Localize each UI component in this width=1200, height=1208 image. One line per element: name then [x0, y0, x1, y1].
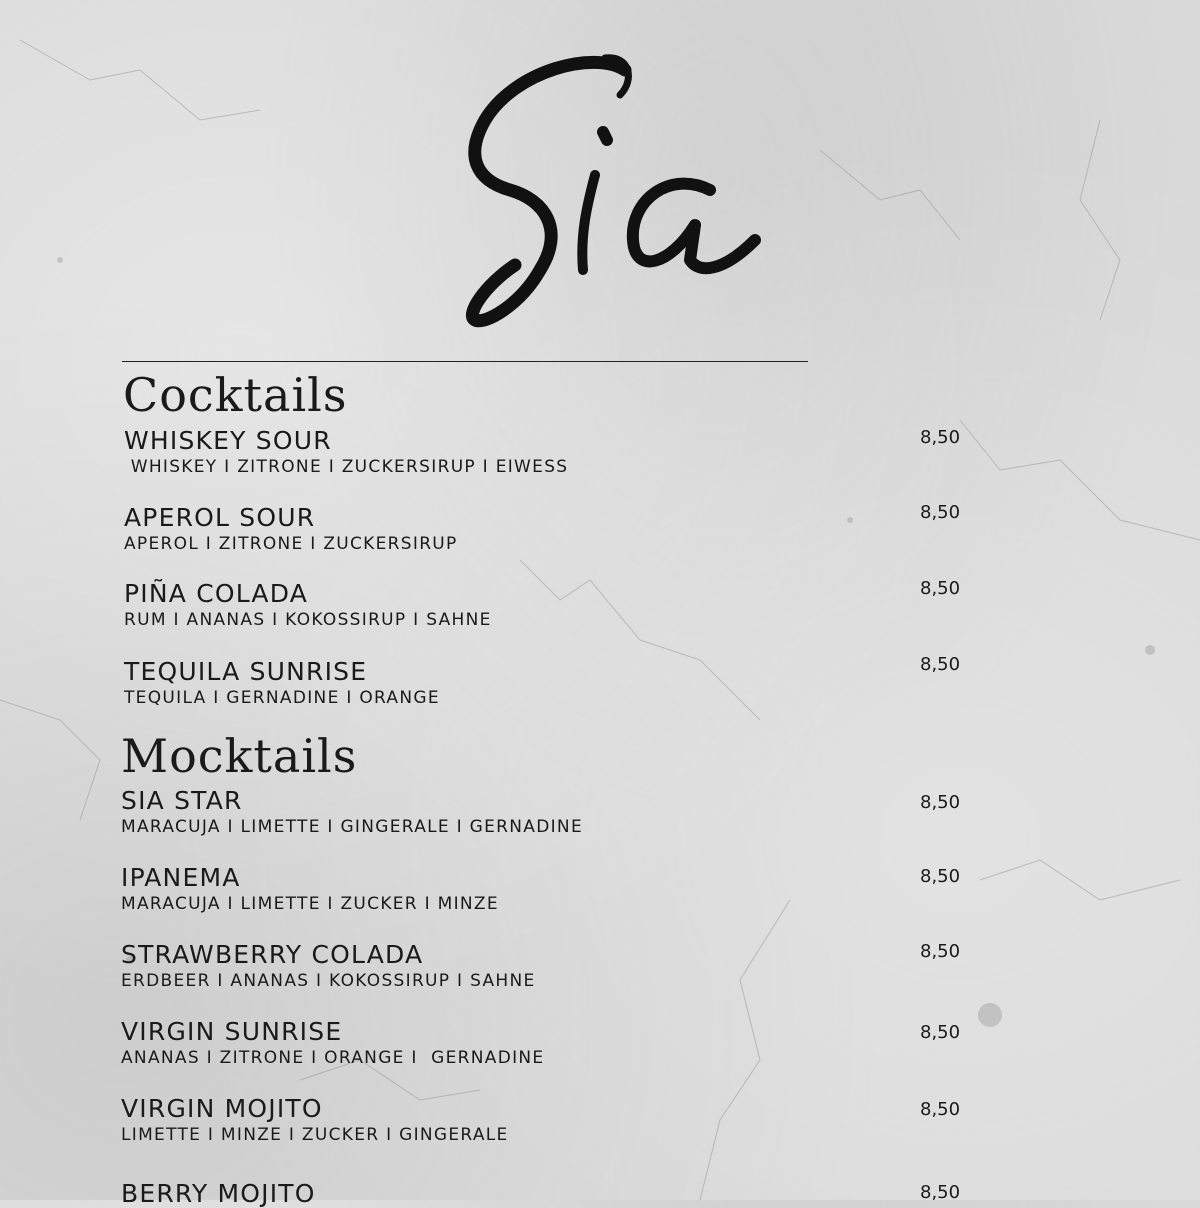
section-title-cocktails: Cocktails: [123, 368, 348, 422]
menu-item-description: LIMETTE I MINZE I ZUCKER I GINGERALE: [121, 1125, 509, 1145]
header-divider: [122, 361, 808, 362]
menu-item-price: 8,50: [920, 941, 961, 962]
menu-item-price: 8,50: [920, 1099, 961, 1120]
menu-item-description: RUM I ANANAS I KOKOSSIRUP I SAHNE: [124, 610, 492, 630]
menu-item-name: PIÑA COLADA: [124, 579, 309, 608]
menu-item-name: STRAWBERRY COLADA: [121, 940, 424, 969]
menu-item-price: 8,50: [920, 502, 961, 523]
menu-item-name: WHISKEY SOUR: [124, 426, 332, 455]
menu-item-description: WHISKEY I ZITRONE I ZUCKERSIRUP I EIWESS: [124, 457, 569, 477]
menu-item-description: TEQUILA I GERNADINE I ORANGE: [124, 688, 440, 708]
menu-item-description: MARACUJA I LIMETTE I ZUCKER I MINZE: [121, 894, 499, 914]
menu-item-price: 8,50: [920, 654, 961, 675]
menu-item-name: VIRGIN SUNRISE: [121, 1017, 343, 1046]
menu-item-description: ERDBEER I ANANAS I KOKOSSIRUP I SAHNE: [121, 971, 536, 991]
menu-item-price: 8,50: [920, 1182, 961, 1203]
menu-item-name: TEQUILA SUNRISE: [124, 657, 368, 686]
menu-item-name: VIRGIN MOJITO: [121, 1094, 323, 1123]
menu-item-name: BERRY MOJITO: [121, 1179, 316, 1208]
menu-item-price: 8,50: [920, 1022, 961, 1043]
menu-item-price: 8,50: [920, 578, 961, 599]
menu-item-name: IPANEMA: [121, 863, 241, 892]
menu-item-description: APEROL I ZITRONE I ZUCKERSIRUP: [124, 534, 458, 554]
menu-item-description: ANANAS I ZITRONE I ORANGE I GERNADINE: [121, 1048, 545, 1068]
menu-item-price: 8,50: [920, 866, 961, 887]
menu-item-name: APEROL SOUR: [124, 503, 316, 532]
menu-item-price: 8,50: [920, 427, 961, 448]
menu-item-price: 8,50: [920, 792, 961, 813]
section-title-mocktails: Mocktails: [121, 729, 358, 783]
menu-item-description: MARACUJA I LIMETTE I GINGERALE I GERNADINE: [121, 817, 583, 837]
menu-item-name: SIA STAR: [121, 786, 243, 815]
logo-sia: [455, 40, 775, 340]
